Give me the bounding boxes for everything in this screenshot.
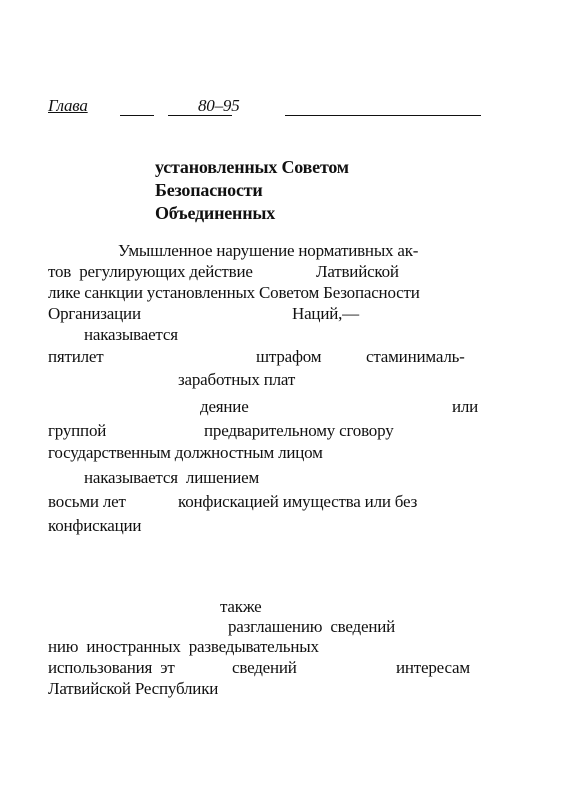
header-rule-3 [285,115,481,116]
header-rule-1 [120,115,154,116]
title-line-3: Объединенных [155,203,276,223]
penalty1-line-2a: пятилет [48,347,104,366]
para1-line-2b: Латвийской [316,262,399,281]
para3-line-4a: использования эт [48,658,175,677]
para2-line-2a: группой [48,421,107,440]
para3-line-5: Латвийской Республики [48,679,219,698]
penalty1-line-2b: штрафом [256,347,322,366]
para1-line-2a: тов регулирующих действие [48,262,253,281]
para1-line-4b: Наций,— [292,304,359,323]
para3-line-4c: интересам [396,658,470,677]
penalty2-line-3: конфискации [48,516,142,535]
para1-line-1: Умышленное нарушение нормативных ак- [118,241,419,260]
page-range: 80–95 [198,96,240,115]
para1-line-4a: Организации [48,304,141,323]
title-line-1: установленных Советом [155,157,349,177]
para2-line-1a: деяние [200,397,249,416]
penalty2-line-2b: конфискацией имущества или без [178,492,418,511]
para2-line-1b: или [452,397,479,416]
penalty1-line-3: заработных плат [178,370,296,389]
para1-line-3: лике санкции установленных Советом Безопасности [48,283,420,302]
title-line-2: Безопасности [155,180,263,200]
penalty2-line-2a: восьми лет [48,492,126,511]
para2-line-2b: предварительному сговору [204,421,394,440]
para3-line-1: также [220,597,262,616]
chapter-label: Глава [48,96,88,115]
penalty1-line-2c: стаминималь- [366,347,465,366]
para3-line-3: нию иностранных разведывательных [48,637,319,656]
para3-line-4b: сведений [232,658,297,677]
para3-line-2: разглашению сведений [228,617,396,636]
penalty2-line-1: наказывается лишением [84,468,260,487]
penalty1-line-1: наказывается [84,325,178,344]
para2-line-3: государственным должностным лицом [48,443,323,462]
